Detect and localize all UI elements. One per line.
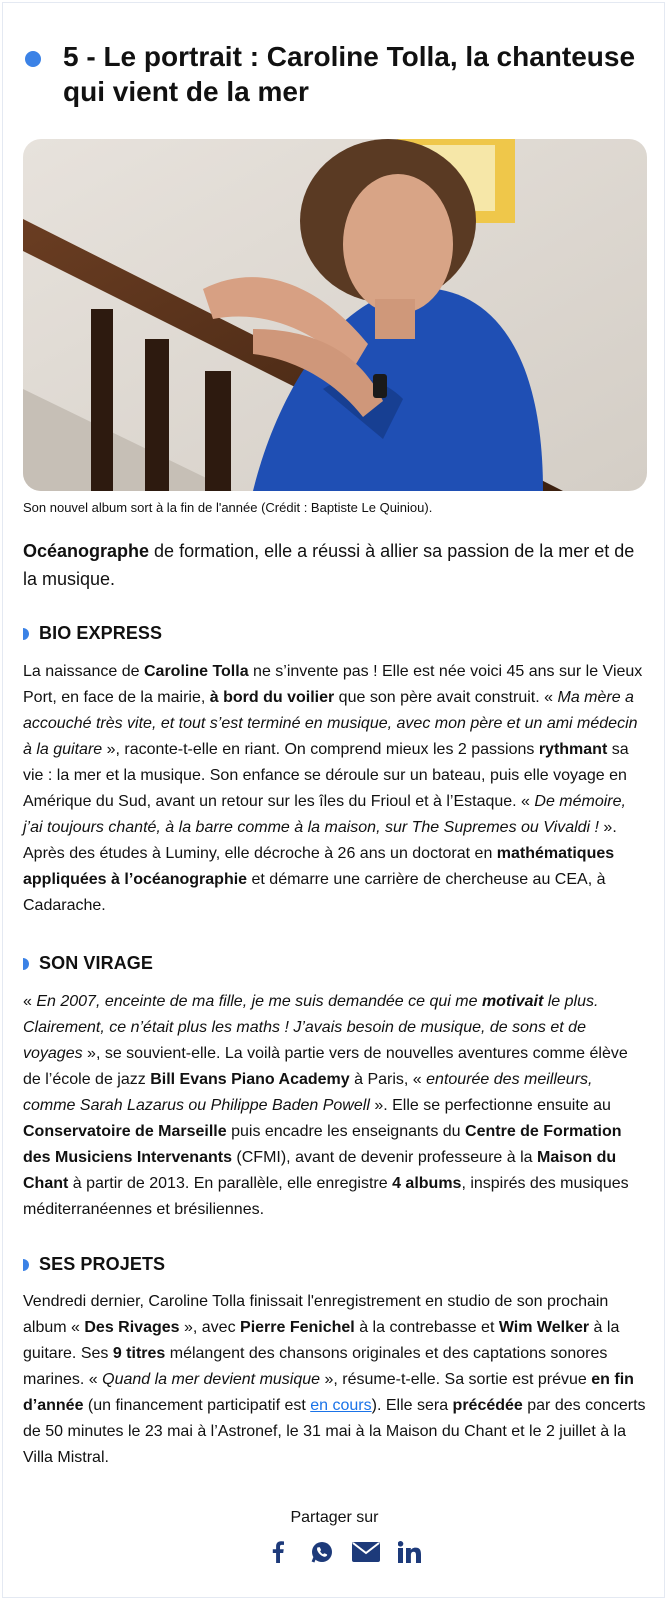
section-heading-text: SES PROJETS (39, 1254, 166, 1274)
section-heading-text: BIO EXPRESS (39, 623, 163, 643)
bold-text: en fin d’année (23, 1371, 634, 1414)
text: ». Après des études à Luminy, elle décroche à 26 ans un doctorat en (23, 819, 617, 862)
section-heading-bio (23, 623, 162, 644)
lead-bold: Océanographe (23, 541, 150, 561)
text: , inspirés des musiques méditerranéennes et brésiliennes. (23, 1175, 629, 1218)
lead-text: de formation, elle a réussi à allier sa passion de la mer et de la musique. (23, 541, 635, 589)
paragraph-projets (23, 1289, 647, 1471)
en-cours-link[interactable]: en cours (310, 1397, 372, 1414)
bold-text: mathématiques appliquées à l’océanographie (23, 845, 615, 888)
mail-icon[interactable] (351, 1539, 381, 1565)
bold-text: Centre de Formation des Musiciens Intervenants (23, 1123, 622, 1166)
bold-quote-text: motivait (481, 993, 544, 1010)
bold-text: rythmant (538, 741, 608, 758)
text: à partir de 2013. En parallèle, elle enregistre (68, 1175, 393, 1192)
photo-caption: Son nouvel album sort à la fin de l'année (Crédit : Baptiste Le Quiniou). (23, 500, 433, 515)
text: « (23, 993, 37, 1010)
quote-text: Quand la mer devient musique (102, 1371, 321, 1388)
text: puis encadre les enseignants du (226, 1123, 466, 1140)
facebook-icon[interactable] (263, 1539, 293, 1565)
quote-text: Ma mère a accouché très vite, et tout s’est terminé en musique, avec mon père et un ami médecin à la guitare (23, 689, 638, 758)
section-heading-text: SON VIRAGE (39, 953, 154, 973)
text: mélangent des chansons originales et des captations sonores marines. « (23, 1345, 608, 1388)
section-marker-icon (23, 628, 29, 640)
text: que son père avait construit. « (334, 689, 558, 706)
quote-text: En 2007, enceinte de ma fille, je me suis demandée ce qui me (36, 993, 482, 1010)
quote-text: entourée des meilleurs, comme Sarah Lazarus ou Philippe Baden Powell (23, 1071, 593, 1114)
text: », avec (179, 1319, 241, 1336)
lead-paragraph (23, 537, 647, 593)
text: à la guitare. Ses (23, 1319, 620, 1362)
bold-text: à bord du voilier (209, 689, 335, 706)
text: », se souvient-elle. La voilà partie vers de nouvelles aventures comme élève de l’école de jazz (23, 1045, 628, 1088)
section-heading-virage (23, 953, 153, 974)
bold-text: Conservatoire de Marseille (23, 1123, 227, 1140)
section-marker-icon (23, 1259, 29, 1271)
text: ». Elle se perfectionne ensuite au (369, 1097, 611, 1114)
bold-text: Des Rivages (84, 1319, 180, 1336)
linkedin-icon[interactable] (395, 1539, 425, 1565)
share-label: Partager sur (290, 1509, 379, 1526)
quote-text: le plus. Clairement, ce n’était plus les maths ! J’avais besoin de musique, de sons et de voyages (23, 993, 599, 1062)
text: », résume-t-elle. Sa sortie est prévue (320, 1371, 592, 1388)
bold-text: 4 albums (392, 1175, 462, 1192)
text: à la contrebasse et (354, 1319, 499, 1336)
whatsapp-icon[interactable] (307, 1539, 337, 1565)
portrait-photo (23, 139, 647, 491)
bold-text: Maison du Chant (23, 1149, 617, 1192)
section-marker-icon (23, 958, 29, 970)
text: ne s’invente pas ! Elle est née voici 45 ans sur le Vieux Port, en face de la mairie, (23, 663, 643, 706)
paragraph-virage (23, 989, 647, 1223)
text: ). Elle sera (371, 1397, 453, 1414)
bullet-dot-icon (25, 51, 41, 67)
quote-text: De mémoire, j’ai toujours chanté, à la barre comme à la maison, sur The Supremes ou Vivaldi ! (23, 793, 626, 836)
text: (CFMI), avant de devenir professeure à la (231, 1149, 537, 1166)
text: Vendredi dernier, Caroline Tolla finissait l'enregistrement en studio de son prochain album « (23, 1293, 609, 1336)
text: par des concerts de 50 minutes le 23 mai à l’Astronef, le 31 mai à la Maison du Chant et le 2 juillet à la Villa Mistral. (23, 1397, 646, 1466)
page-title: 5 - Le portrait : Caroline Tolla, la chanteuse qui vient de la mer (63, 41, 636, 107)
text: La naissance de (23, 663, 144, 680)
article-page (2, 2, 665, 1598)
text: (un financement participatif est (83, 1397, 311, 1414)
share-icons (263, 1539, 425, 1565)
title-row (25, 39, 645, 109)
bold-text: Pierre Fenichel (240, 1319, 355, 1336)
bold-text: précédée (452, 1397, 523, 1414)
bold-text: 9 titres (112, 1345, 166, 1362)
text: à Paris, « (349, 1071, 427, 1088)
bold-text: Caroline Tolla (143, 663, 249, 680)
bold-text: Wim Welker (498, 1319, 590, 1336)
text: et démarre une carrière de chercheuse au CEA, à Cadarache. (23, 871, 606, 914)
text: sa vie : la mer et la musique. Son enfance se déroule sur un bateau, puis elle voyage en Amérique du Sud, avant un retour sur les îles du Frioul et à l’Estaque. « (23, 741, 629, 810)
text: », raconte-t-elle en riant. On comprend mieux les 2 passions (102, 741, 539, 758)
section-heading-projets (23, 1254, 165, 1275)
paragraph-bio (23, 659, 647, 919)
bold-text: Bill Evans Piano Academy (150, 1071, 350, 1088)
